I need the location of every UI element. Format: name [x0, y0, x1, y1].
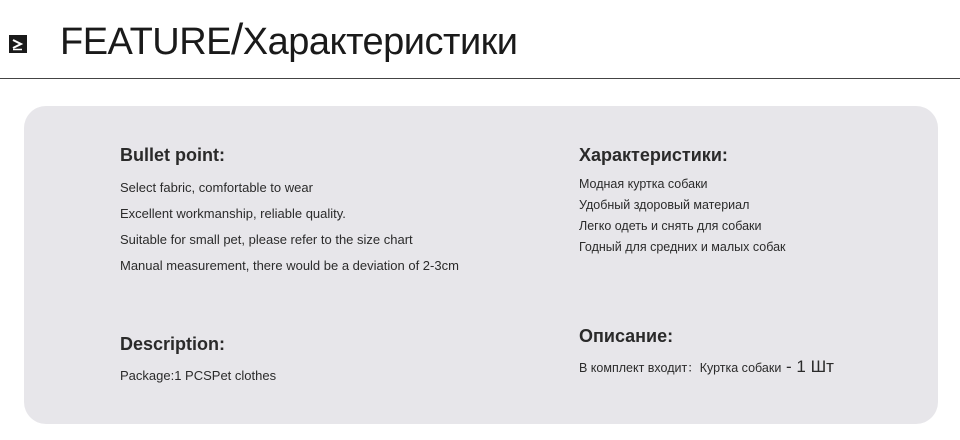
title-en: FEATURE: [60, 21, 232, 63]
package-contents-ru: [579, 356, 834, 379]
list-item: Легко одеть и снять для собаки: [579, 219, 762, 233]
package-label-ru: В комплект входит：Куртка собаки: [579, 361, 782, 375]
features-ru-list: [579, 174, 786, 258]
features-en-list: [120, 175, 459, 279]
list-item: Модная куртка собаки: [579, 177, 708, 191]
features-ru-section: [579, 144, 786, 258]
page-header: [0, 0, 960, 80]
package-contents: Package:1 PCSPet clothes: [120, 368, 277, 383]
features-en-section: [120, 144, 459, 279]
description-ru-heading: Описание:: [579, 326, 674, 346]
list-item: Удобный здоровый материал: [579, 198, 750, 212]
description-en-list: [120, 366, 276, 386]
content-panel: [24, 106, 938, 424]
package-quantity: - 1 Шт: [781, 357, 834, 376]
title-ru: Характеристики: [242, 21, 518, 63]
page-title: [60, 15, 518, 64]
list-item: Select fabric, comfortable to wear: [120, 180, 313, 195]
description-ru-section: [579, 325, 834, 379]
description-en-heading: Description:: [120, 334, 226, 354]
list-item: Manual measurement, there would be a deviation of 2-3cm: [120, 258, 459, 273]
features-en-heading: Bullet point:: [120, 145, 225, 165]
list-item: Excellent workmanship, reliable quality.: [120, 206, 346, 221]
list-item: Suitable for small pet, please refer to the size chart: [120, 232, 413, 247]
play-arrow-icon: [9, 35, 27, 53]
description-en-section: [120, 333, 276, 386]
features-ru-heading: Характеристики:: [579, 145, 728, 165]
header-divider: [0, 78, 960, 79]
list-item: Годный для средних и малых собак: [579, 240, 786, 254]
title-separator: /: [231, 15, 243, 64]
